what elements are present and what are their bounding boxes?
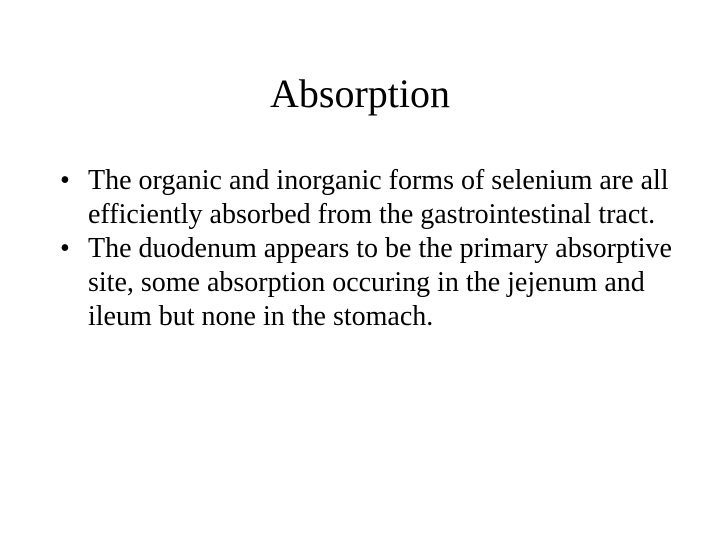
- slide-title: Absorption: [270, 71, 450, 116]
- bullet-marker: •: [60, 165, 70, 196]
- bullet-text: The organic and inorganic forms of selenium are all efficiently absorbed from the gastrointestinal tract.: [88, 165, 669, 230]
- bullet-text: The duodenum appears to be the primary absorptive site, some absorption occuring in the jejenum and ileum but none in the stomach.: [88, 233, 672, 332]
- bullet-item-1: [60, 164, 680, 232]
- bullet-list: [60, 164, 680, 334]
- bullet-marker: •: [60, 233, 70, 264]
- bullet-item-2: [60, 232, 680, 334]
